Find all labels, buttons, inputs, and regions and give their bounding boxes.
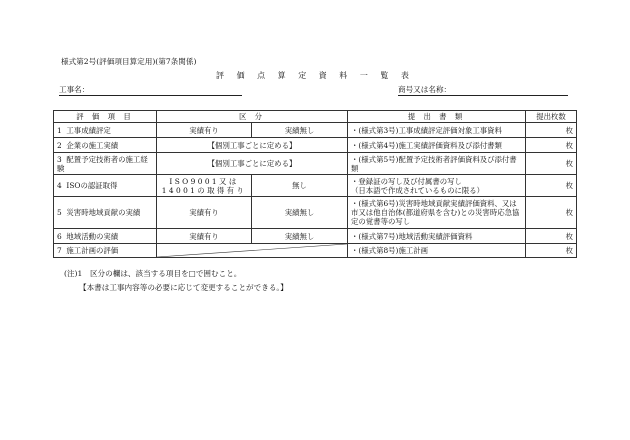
item-label: 災害時地域貢献の実績 [66,208,141,217]
documents-cell: ・(様式第5号)配置予定技術者評価資料及び添付書類 [348,153,526,175]
documents-cell: ・(様式第3号)工事成績評定評価対象工事資料 [348,123,526,138]
count-cell[interactable]: 枚 [526,153,577,175]
item-label: ISOの認証取得 [66,181,118,190]
documents-cell: ・(様式第8号)施工計画 [348,244,526,258]
row-number: 3 [57,154,62,164]
company-name-field[interactable] [398,84,568,96]
item-cell [54,138,157,153]
row-number: 7 [57,246,62,255]
table-row [54,175,577,197]
category-option-1[interactable]: 実績有り [157,229,252,244]
row-number: 4 [57,181,62,190]
documents-cell: ・(様式第4号)施工実績評価資料及び添付書類 [348,138,526,153]
diagonal-strike-line [157,244,347,257]
item-label: 企業の施工実績 [66,140,119,150]
item-cell [54,123,157,138]
count-cell[interactable]: 枚 [526,138,577,153]
item-label: 工事成績評定 [66,125,111,135]
company-name-label: 商号又は名称： [398,85,452,94]
header-documents: 提 出 書 類 [348,111,526,123]
category-option-2[interactable]: 無し [252,175,348,197]
table-row [54,123,577,138]
documents-line-2: （日本語で作成されているものに限る） [351,185,485,195]
count-cell[interactable]: 枚 [526,229,577,244]
category-option-1[interactable]: 実績有り [157,123,252,138]
documents-cell: ・(様式第6号)災害時地域貢献実績評価資料、又は市又は他自治体(都道府県を含む)との災害時応急協定の覚書等の写し [348,197,526,229]
item-label: 施工計画の評価 [66,246,119,255]
count-cell[interactable]: 枚 [526,244,577,258]
documents-cell: ・(様式第7号)地域活動実績評価資料 [348,229,526,244]
iso-line-1: ISO9001又は [169,176,239,186]
table-row [54,197,577,229]
table-row [54,153,577,175]
documents-line-1: ・登録証の写し及び付属書の写し [351,176,462,186]
category-option-2[interactable]: 実績無し [252,229,348,244]
category-not-applicable [157,244,348,258]
category-merged: 【個別工事ごとに定める】 [157,153,348,175]
item-cell [54,197,157,229]
item-cell [54,229,157,244]
item-cell [54,244,157,258]
count-cell[interactable]: 枚 [526,197,577,229]
row-number: 6 [57,231,62,241]
item-label: 地域活動の実績 [66,231,119,241]
table-row [54,244,577,258]
row-number: 2 [57,140,62,150]
table-header-row [54,111,577,123]
project-name-label: 工事名： [59,85,90,94]
header-category: 区 分 [157,111,348,123]
header-count: 提出枚数 [526,111,577,123]
category-option-1[interactable] [157,175,252,197]
documents-cell [348,175,526,197]
table-row [54,138,577,153]
note-instruction: (注)1 区分の欄は、該当する項目を□で囲むこと。 [64,269,242,278]
category-option-1[interactable]: 実績有り [157,197,252,229]
document-title: 評 価 点 算 定 資 料 一 覧 表 [216,71,414,80]
item-cell [54,153,157,175]
item-label: 配置予定技術者の施工経験 [57,154,148,173]
count-cell[interactable]: 枚 [526,175,577,197]
count-cell[interactable]: 枚 [526,123,577,138]
header-item: 評 価 項 目 [54,111,157,123]
category-merged: 【個別工事ごとに定める】 [157,138,348,153]
item-cell [54,175,157,197]
row-number: 5 [57,208,62,217]
row-number: 1 [57,125,62,135]
category-option-2[interactable]: 実績無し [252,197,348,229]
form-number: 様式第2号(評価項目算定用)(第7条関係) [61,57,197,66]
project-name-field[interactable] [59,84,242,96]
category-option-2[interactable]: 実績無し [252,123,348,138]
evaluation-materials-table [53,110,577,258]
iso-line-2: 14001の取得有り [161,185,247,195]
note-modification: 【本書は工事内容等の必要に応じて変更することができる。】 [79,283,288,292]
table-row [54,229,577,244]
